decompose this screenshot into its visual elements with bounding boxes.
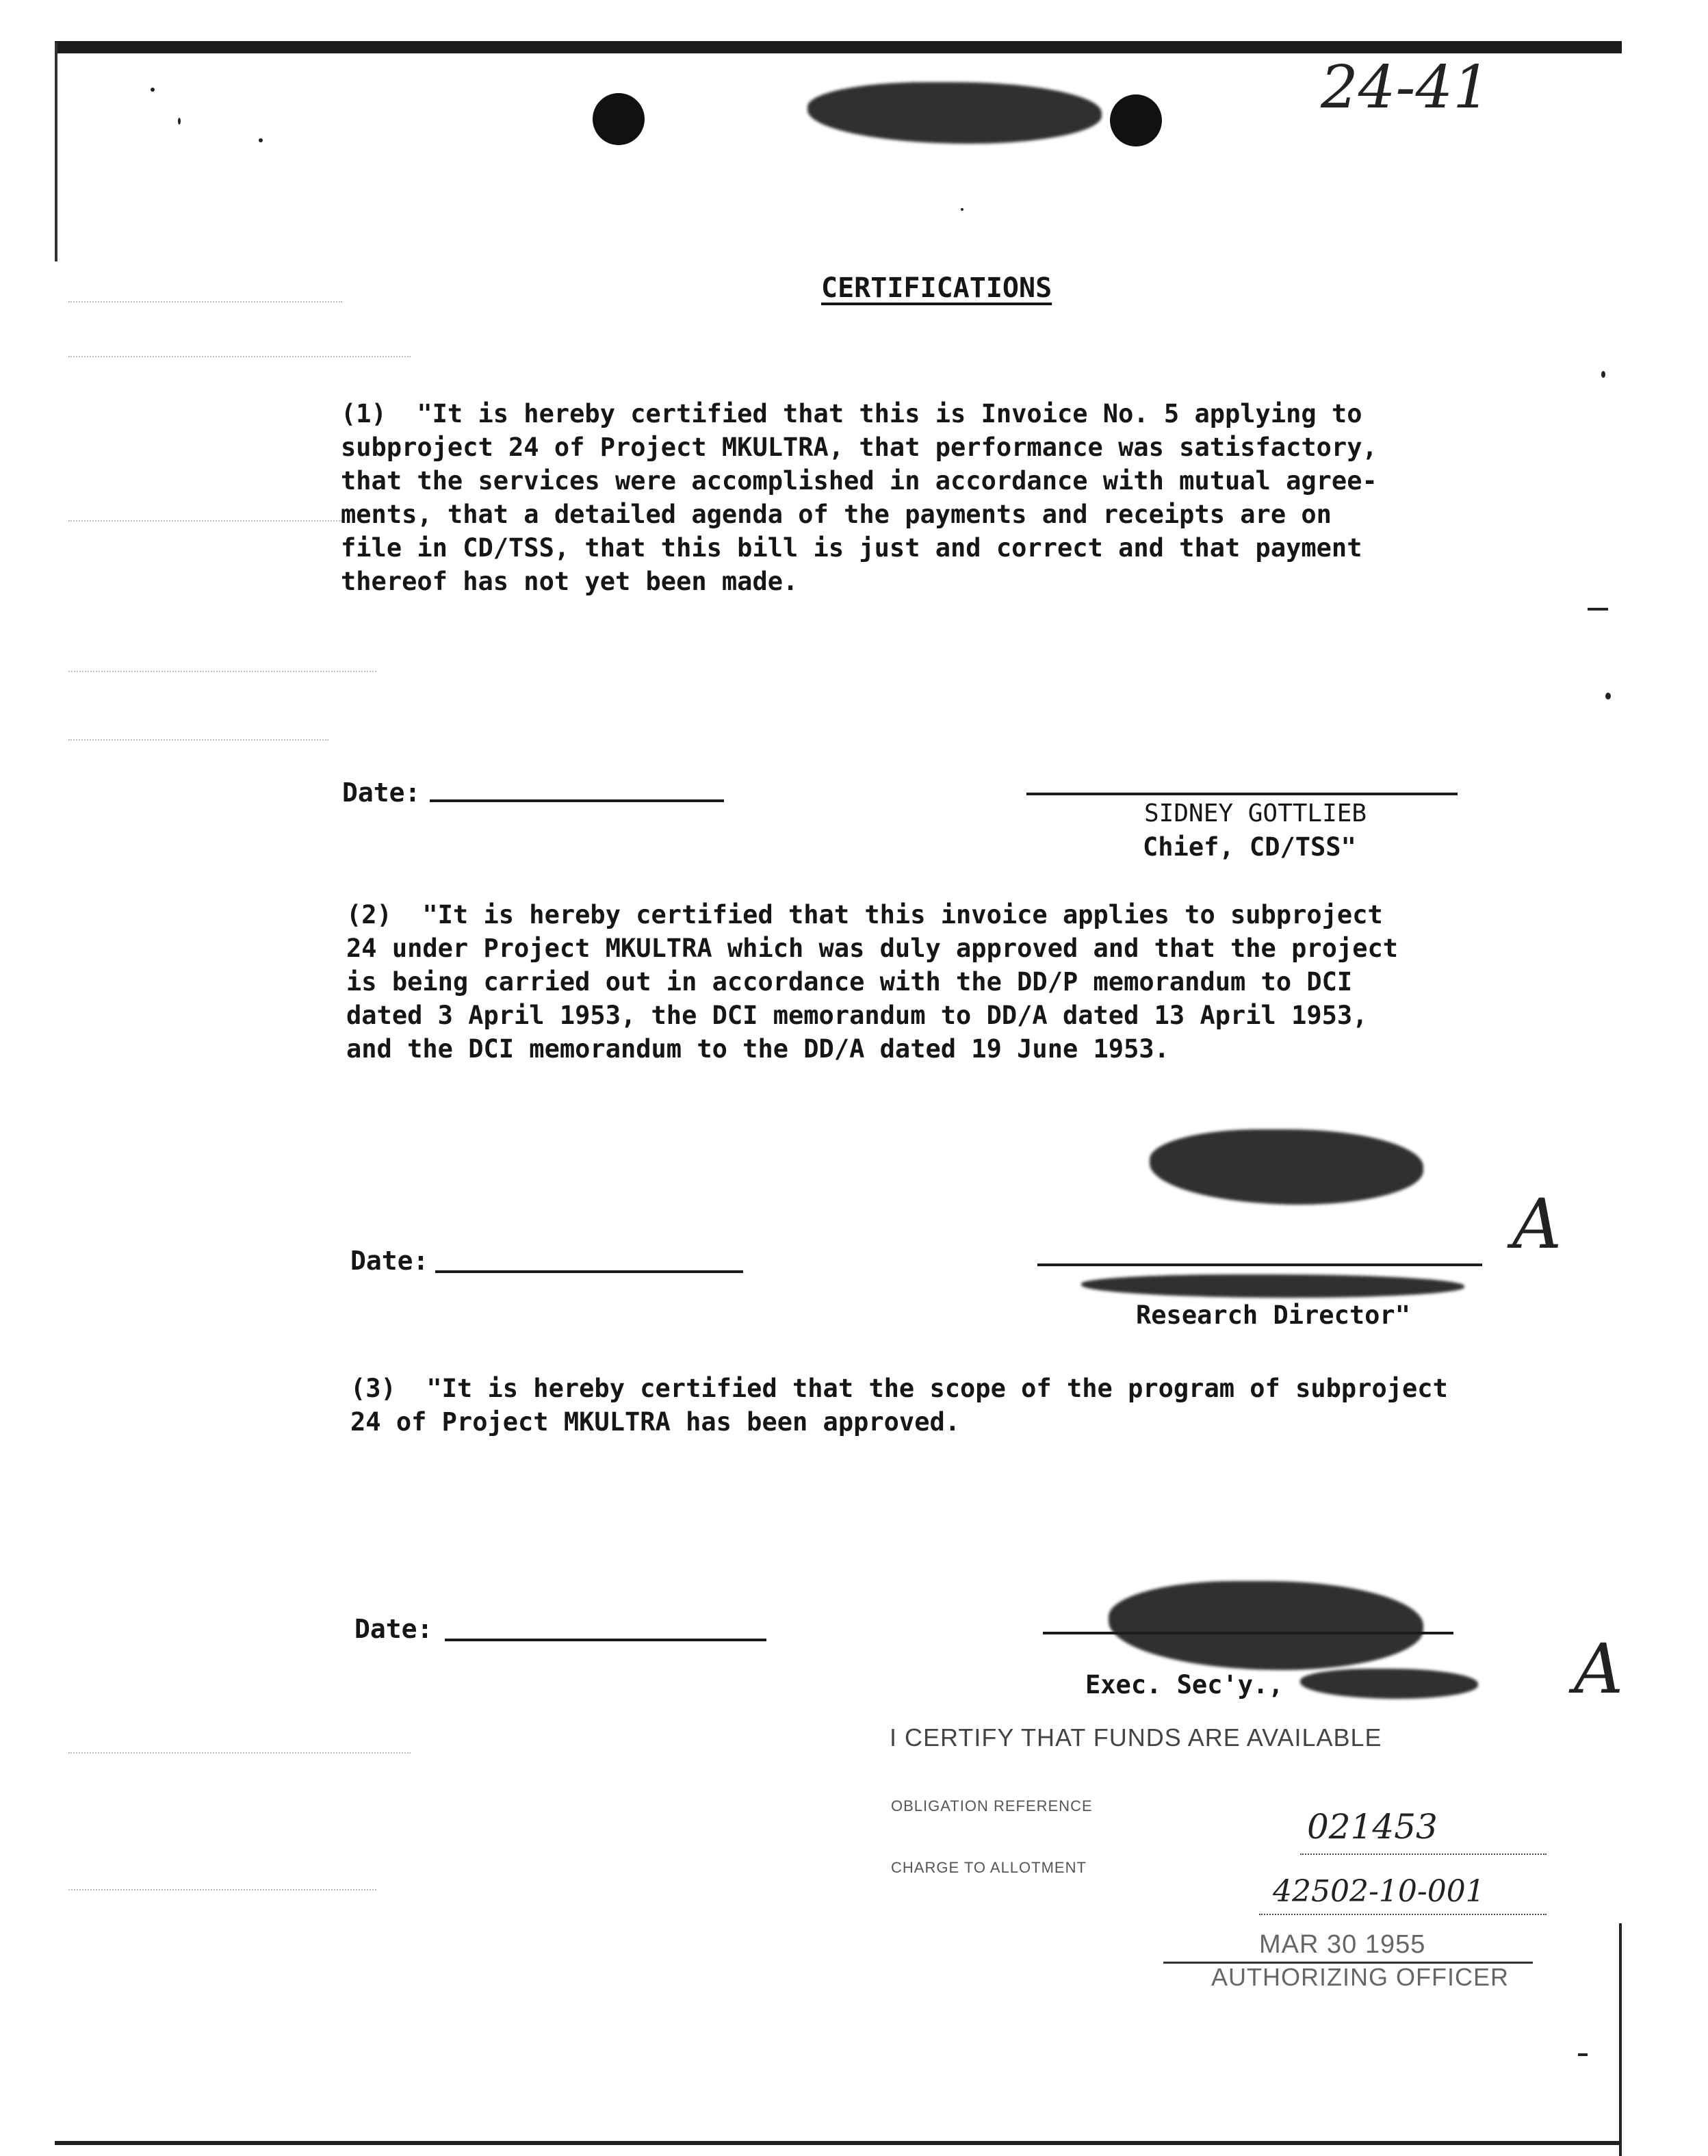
obligation-value: 021453: [1307, 1807, 1438, 1847]
certification-2-text: [346, 898, 1398, 1066]
bleed-line: [68, 1752, 411, 1754]
redaction-signature-3: [1109, 1581, 1423, 1670]
text-line: is being carried out in accordance with the DD/P memorandum to DCI: [346, 967, 1353, 997]
scan-speck: [1601, 371, 1605, 378]
date-line-1: [430, 799, 724, 802]
funds-stamp-heading: I CERTIFY THAT FUNDS ARE AVAILABLE: [890, 1723, 1382, 1751]
text-line: dated 3 April 1953, the DCI memorandum to DD/A dated 13 April 1953,: [346, 1001, 1368, 1030]
scan-speck: [178, 118, 181, 125]
bleed-line: [68, 739, 328, 741]
charge-label: CHARGE TO ALLOTMENT: [891, 1859, 1087, 1876]
bleed-line: [68, 520, 342, 522]
date-stamp: MAR 30 1955: [1259, 1930, 1426, 1959]
handwritten-initial-3: A: [1574, 1629, 1624, 1709]
handwritten-initial-2: A: [1512, 1184, 1562, 1264]
text-line: ments, that a detailed agenda of the payments and receipts are on: [341, 500, 1332, 529]
officer-label: AUTHORIZING OFFICER: [1211, 1963, 1509, 1991]
charge-value: 42502-10-001: [1273, 1874, 1485, 1909]
signer-title-2: Research Director": [1136, 1300, 1410, 1330]
obligation-line: [1300, 1853, 1547, 1855]
text-line: (1) "It is hereby certified that this is Invoice No. 5 applying to: [341, 399, 1362, 428]
redaction-header: [807, 82, 1102, 144]
scan-speck: [259, 138, 263, 142]
text-line: file in CD/TSS, that this bill is just and correct and that payment: [341, 533, 1362, 563]
bleed-line: [68, 301, 342, 303]
scan-edge-bottom: [55, 2141, 1622, 2145]
scan-edge-left: [55, 42, 57, 261]
certification-3-text: [350, 1372, 1448, 1439]
date-label-3: Date:: [354, 1614, 433, 1644]
scan-speck: [1578, 2053, 1588, 2056]
text-line: thereof has not yet been made.: [341, 567, 799, 596]
file-number: 24-41: [1321, 53, 1490, 122]
redaction-name-3: [1300, 1669, 1478, 1699]
redaction-name-2: [1081, 1274, 1464, 1298]
signature-line-2: [1037, 1263, 1482, 1266]
punch-hole-left: [593, 93, 645, 145]
text-line: (2) "It is hereby certified that this invoice applies to subproject: [346, 900, 1383, 929]
scan-speck: [961, 208, 963, 211]
scan-speck: [1605, 693, 1611, 700]
document-title: CERTIFICATIONS: [821, 272, 1052, 304]
text-line: 24 of Project MKULTRA has been approved.: [350, 1407, 961, 1437]
date-label-1: Date:: [342, 778, 421, 808]
text-line: and the DCI memorandum to the DD/A dated 19 June 1953.: [346, 1034, 1169, 1064]
date-line-2: [435, 1270, 743, 1273]
signature-line-3: [1043, 1632, 1453, 1634]
date-line-3: [445, 1639, 766, 1641]
charge-line: [1259, 1914, 1547, 1915]
scan-edge-right: [1619, 1923, 1622, 2156]
certification-1-text: [341, 397, 1377, 598]
signer-title-3: Exec. Sec'y.,: [1085, 1670, 1284, 1699]
signer-title-1: Chief, CD/TSS": [1143, 832, 1356, 862]
redaction-signature-2: [1150, 1129, 1423, 1205]
date-label-2: Date:: [350, 1246, 429, 1276]
bleed-line: [68, 671, 376, 672]
bleed-line: [68, 1889, 376, 1890]
text-line: that the services were accomplished in accordance with mutual agree-: [341, 466, 1377, 496]
scan-edge-top: [55, 41, 1622, 53]
text-line: 24 under Project MKULTRA which was duly approved and that the project: [346, 934, 1399, 963]
punch-hole-right: [1110, 94, 1162, 146]
text-line: (3) "It is hereby certified that the scope of the program of subproject: [350, 1374, 1448, 1403]
text-line: subproject 24 of Project MKULTRA, that performance was satisfactory,: [341, 433, 1377, 462]
signer-name-1: SIDNEY GOTTLIEB: [1144, 799, 1367, 827]
signature-line-1: [1026, 793, 1458, 795]
scan-speck: [151, 88, 155, 92]
scan-speck: [1588, 608, 1608, 611]
obligation-label: OBLIGATION REFERENCE: [891, 1797, 1093, 1814]
bleed-line: [68, 356, 411, 357]
